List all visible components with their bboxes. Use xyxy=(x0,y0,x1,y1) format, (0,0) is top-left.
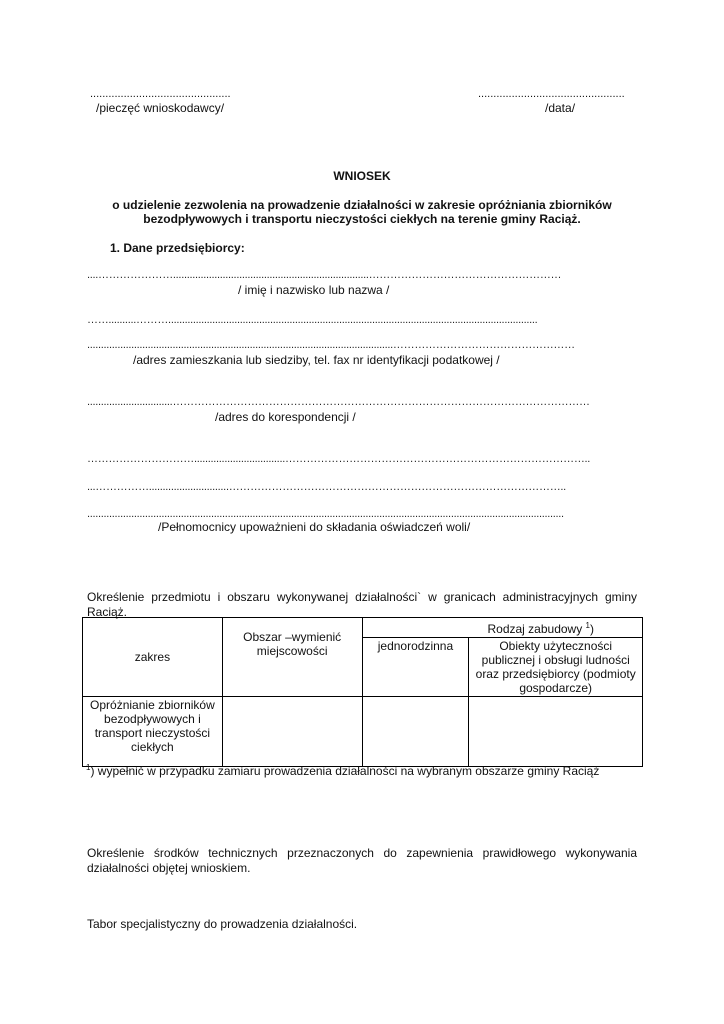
row-obszar-cell[interactable] xyxy=(222,697,362,767)
caption-name: / imię i nazwisko lub nazwa / xyxy=(238,283,390,297)
name-dotted-line: ....………………….......................................................................……………………………………………… xyxy=(87,269,562,281)
extra-dotted-line: ……..........………...................................................................................................................................... xyxy=(87,314,538,326)
row-jednorodzinna-cell[interactable] xyxy=(362,697,469,767)
proxy-dotted-line-1: ………………………….................................………………………………………………………………………….. xyxy=(87,453,591,465)
caption-correspondence: /adres do korespondencji / xyxy=(215,410,356,424)
proxy-dotted-line-3: ............................................................................................................................................................................. xyxy=(87,508,564,520)
document-title: WNIOSEK xyxy=(333,169,391,183)
table-footnote: $^1$) wypełnić w przypadku zamiaru prowadzenia działalności na wybranym obszarze gminy Raciąż xyxy=(86,763,600,778)
header-obiekty: Obiekty użyteczności publicznej i obsługi ludności oraz przedsiębiorcy (podmioty gospodarcze) xyxy=(469,638,643,697)
document-subtitle-line1: o udzielenie zezwolenia na prowadzenie działalności w zakresie opróżniania zbiorników xyxy=(112,198,612,212)
caption-proxies: /Pełnomocnicy upoważnieni do składania oświadczeń woli/ xyxy=(158,520,471,534)
date-label: /data/ xyxy=(545,101,576,115)
correspondence-dotted-line: ...............................……………………………………………………………………………………………………… xyxy=(87,396,590,408)
caption-address: /adres zamieszkania lub siedziby, tel. fax nr identyfikacji podatkowej / xyxy=(133,353,500,367)
document-subtitle-line2: bezodpływowych i transportu nieczystości ciekłych na terenie gminy Raciąż. xyxy=(143,212,581,226)
scope-table xyxy=(82,617,643,767)
row-zakres: Opróżnianie zbiorników bezodpływowych i transport nieczystości ciekłych xyxy=(83,697,223,767)
header-obszar: Obszar –wymienić miejscowości xyxy=(222,618,362,697)
header-rodzaj-zabudowy: Rodzaj zabudowy $^1$) xyxy=(362,618,643,638)
technical-means-text: Określenie środków technicznych przeznaczonych do zapewnienia prawidłowego wykonywania działalności objętej wnioskiem. xyxy=(87,846,637,875)
row-obiekty-cell[interactable] xyxy=(469,697,643,767)
stamp-dotted-line: .............................................. xyxy=(90,88,231,100)
stamp-label: /pieczęć wnioskodawcy/ xyxy=(96,101,225,115)
address-dotted-line: ...............................................................................................................…………………………………………… xyxy=(87,339,575,351)
scope-intro: Określenie przedmiotu i obszaru wykonywanej działalności` w granicach administracyjnych gminy Raciąż. xyxy=(87,590,637,619)
date-dotted-line: ................................................ xyxy=(478,88,625,100)
header-jednorodzinna: jednorodzinna xyxy=(362,638,469,697)
proxy-dotted-line-2: ...…………….............................………………………………………………………………………………….. xyxy=(87,481,566,493)
fleet-text: Tabor specjalistyczny do prowadzenia działalności. xyxy=(87,917,358,931)
header-zakres: zakres xyxy=(83,618,223,697)
section-heading-entrepreneur: 1. Dane przedsiębiorcy: xyxy=(110,241,245,255)
